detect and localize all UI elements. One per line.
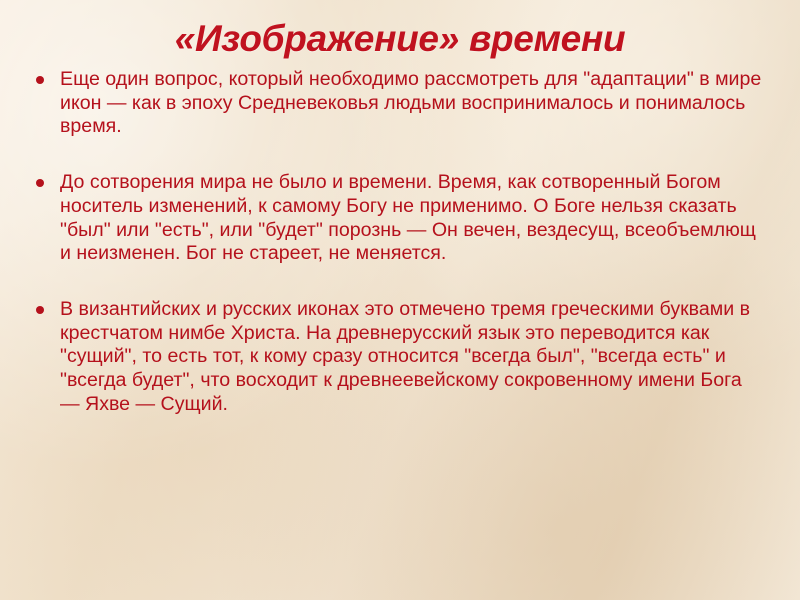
bullet-text: До сотворения мира не было и времени. Время, как сотворенный Богом носитель изменений, к самому Богу не применимо. О Боге нельзя сказать "был" или "есть", или "будет" порознь — Он вечен, вездесущ, всеобъемлющ и неизменен. Бог не стареет, не меняется. bbox=[60, 171, 756, 265]
bullet-text: Еще один вопрос, который необходимо рассмотреть для "адаптации" в мире икон — как в эпоху Средневековья людьми воспринималось и понималось время. bbox=[60, 68, 762, 138]
bullet-text: В византийских и русских иконах это отмечено тремя греческими буквами в крестчатом нимбе Христа. На древнерусский язык это переводится как "сущий", то есть тот, к кому сразу относится "всегда был", "всегда есть" и "всегда будет", что восходит к древнеевейскому сокровенному имени Бога — Яхве — Сущий. bbox=[60, 297, 751, 415]
list-item bbox=[30, 171, 764, 266]
list-item bbox=[30, 298, 764, 417]
page-title: «Изображение» времени bbox=[174, 18, 626, 59]
list-item bbox=[30, 68, 764, 139]
slide-body bbox=[0, 62, 800, 416]
bullet-list bbox=[30, 68, 764, 416]
